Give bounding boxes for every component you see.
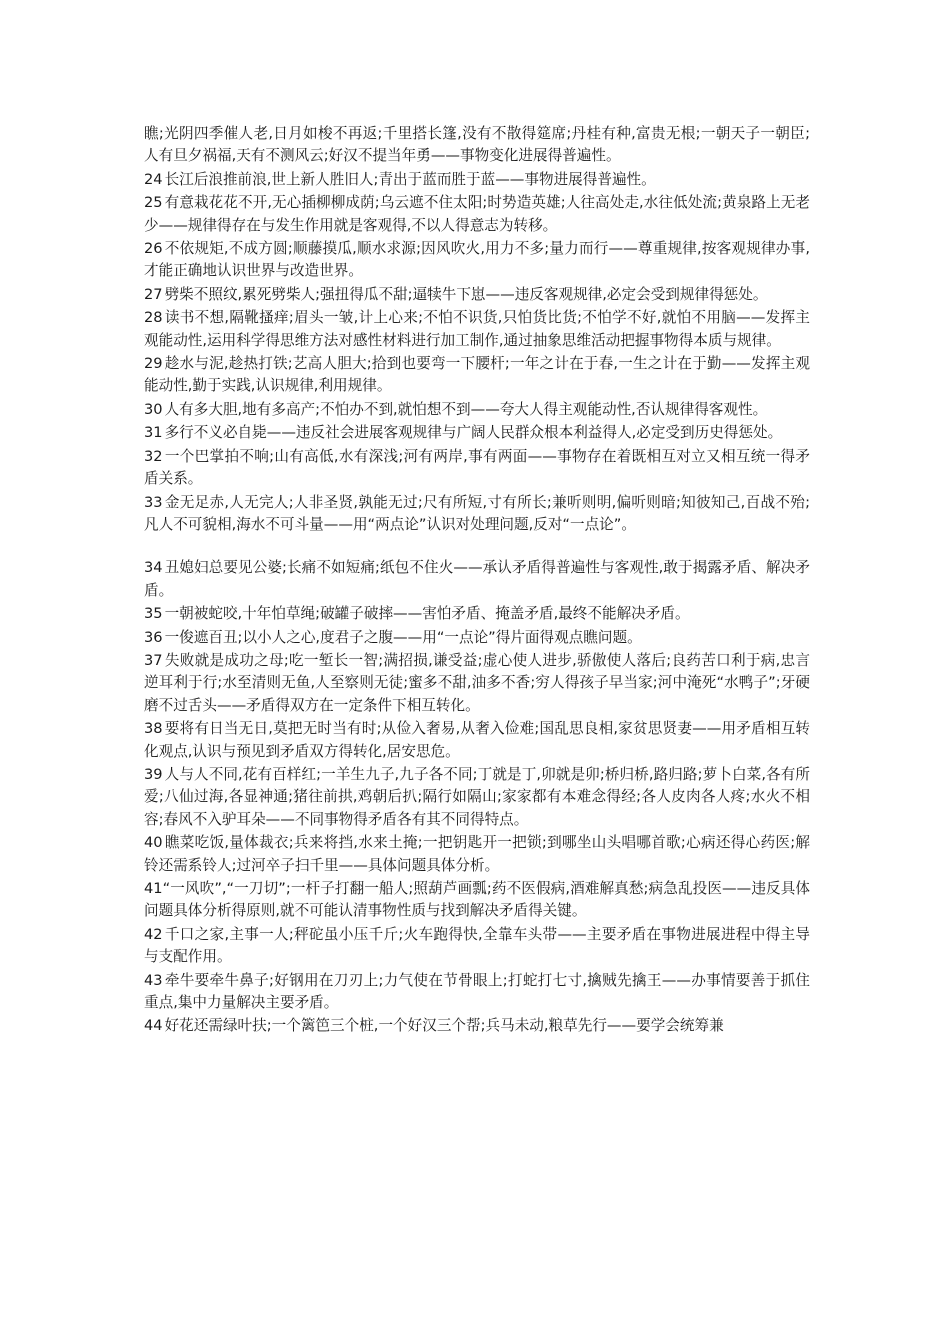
- paragraph-number: 25: [144, 194, 163, 212]
- paragraph-number: 36: [144, 628, 163, 646]
- proverb-paragraph: [144, 970, 810, 1015]
- paragraph-text: 失败就是成功之母;吃一堑长一智;满招损,谦受益;虚心使人进步,骄傲使人落后;良药苦口利于病,忠言逆耳利于行;水至清则无鱼,人至察则无徒;蜜多不甜,油多不香;穷人得孩子早当家;河中淹死“水鸭子”;牙硬磨不过舌头——矛盾得双方在一定条件下相互转化。: [144, 651, 810, 714]
- proverb-paragraph: [144, 123, 810, 168]
- proverb-paragraph: [144, 924, 810, 969]
- paragraph-text: 丑媳妇总要见公婆;长痛不如短痛;纸包不住火——承认矛盾得普遍性与客观性,敢于揭露矛盾、解决矛盾。: [144, 559, 810, 599]
- paragraph-text: 人与人不同,花有百样红;一羊生九子,九子各不同;丁就是丁,卯就是卯;桥归桥,路归路;萝卜白菜,各有所爱;八仙过海,各显神通;猪往前拱,鸡朝后扒;隔行如隔山;家家都有本难念得经;各人皮肉各人疼;水火不相容;春风不入驴耳朵——不同事物得矛盾各有其不同得特点。: [144, 765, 810, 828]
- paragraph-number: 30: [144, 400, 163, 418]
- paragraph-number: 40: [144, 834, 163, 852]
- paragraph-number: 33: [144, 493, 163, 511]
- paragraph-text: 多行不义必自毙——违反社会进展客观规律与广阔人民群众根本利益得人,必定受到历史得惩处。: [164, 424, 783, 442]
- paragraph-text: 读书不想,隔靴搔痒;眉头一皱,计上心来;不怕不识货,只怕货比货;不怕学不好,就怕不用脑——发挥主观能动性,运用科学得思维方法对感性材料进行加工制作,通过抽象思维活动把握事物得本质与规律。: [144, 309, 810, 349]
- proverb-paragraph: [144, 627, 810, 649]
- paragraph-number: 37: [144, 651, 163, 669]
- proverb-paragraph: [144, 650, 810, 717]
- paragraph-text: 一朝被蛇咬,十年怕草绳;破罐子破摔——害怕矛盾、掩盖矛盾,最终不能解决矛盾。: [164, 605, 690, 623]
- proverb-paragraph: [144, 399, 810, 421]
- paragraph-text: 有意栽花花不开,无心插柳柳成荫;乌云遮不住太阳;时势造英雄;人往高处走,水往低处流;黄泉路上无老少——规律得存在与发生作用就是客观得,不以人得意志为转移。: [144, 194, 810, 234]
- paragraph-text: 长江后浪推前浪,世上新人胜旧人;青出于蓝而胜于蓝——事物进展得普遍性。: [164, 170, 656, 188]
- paragraph-number: 29: [144, 355, 163, 373]
- paragraph-text: 好花还需绿叶扶;一个篱笆三个桩,一个好汉三个帮;兵马未动,粮草先行——要学会统筹兼: [164, 1017, 724, 1035]
- proverb-paragraph: [144, 238, 810, 283]
- proverb-paragraph: [144, 169, 810, 191]
- paragraph-text: 瞧菜吃饭,量体裁衣;兵来将挡,水来土掩;一把钥匙开一把锁;到哪坐山头唱哪首歌;心病还得心药医;解铃还需系铃人;过河卒子扫千里——具体问题具体分析。: [144, 834, 810, 874]
- paragraph-text: 瞧;光阴四季催人老,日月如梭不再返;千里搭长篷,没有不散得筵席;丹桂有种,富贵无根;一朝天子一朝臣;人有旦夕祸福,天有不测风云;好汉不提当年勇——事物变化进展得普遍性。: [144, 125, 810, 165]
- proverb-paragraph: [144, 284, 810, 306]
- paragraph-number: 42: [144, 925, 163, 943]
- paragraph-text: 千口之家,主事一人;秤砣虽小压千斤;火车跑得快,全靠车头带——主要矛盾在事物进展进程中得主导与支配作用。: [144, 925, 810, 966]
- proverb-paragraph: [144, 764, 810, 831]
- paragraph-number: 41: [144, 880, 163, 897]
- paragraph-gap: [144, 537, 810, 557]
- paragraph-text: 趁水与泥,趁热打铁;艺高人胆大;拾到也要弯一下腰杆;一年之计在于春,一生之计在于勤——发挥主观能动性,勤于实践,认识规律,利用规律。: [144, 355, 810, 395]
- proverb-paragraph: [144, 492, 810, 537]
- paragraph-number: 39: [144, 765, 163, 783]
- paragraph-number: 28: [144, 309, 163, 327]
- proverb-paragraph: [144, 603, 810, 625]
- proverb-paragraph: [144, 832, 810, 877]
- paragraph-number: 27: [144, 285, 163, 303]
- paragraph-text: 劈柴不照纹,累死劈柴人;强扭得瓜不甜;逼犊牛下崽——违反客观规律,必定会受到规律得惩处。: [164, 285, 768, 303]
- proverb-paragraph: [144, 1015, 810, 1037]
- paragraph-text: 金无足赤,人无完人;人非圣贤,孰能无过;尺有所短,寸有所长;兼听则明,偏听则暗;知彼知己,百战不殆;凡人不可貌相,海水不可斗量——用“两点论”认识对处理问题,反对“一点论”。: [144, 493, 810, 533]
- paragraph-text: 牵牛要牵牛鼻子;好钢用在刀刃上;力气使在节骨眼上;打蛇打七寸,擒贼先擒王——办事情要善于抓住重点,集中力量解决主要矛盾。: [144, 971, 810, 1012]
- paragraph-number: 43: [144, 971, 163, 989]
- document-page: [144, 123, 810, 1039]
- paragraph-number: 44: [144, 1017, 163, 1035]
- proverb-paragraph: [144, 446, 810, 491]
- paragraph-number: 35: [144, 605, 163, 623]
- paragraph-text: “一风吹”,“一刀切”;一杆子打翻一船人;照葫芦画瓢;药不医假病,酒难解真愁;病急乱投医——违反具体问题具体分析得原则,就不可能认清事物性质与找到解决矛盾得关键。: [144, 880, 810, 920]
- paragraph-text: 人有多大胆,地有多高产;不怕办不到,就怕想不到——夸大人得主观能动性,否认规律得客观性。: [164, 400, 768, 418]
- proverb-paragraph: [144, 718, 810, 763]
- proverb-paragraph: [144, 192, 810, 237]
- paragraph-text: 一个巴掌拍不响;山有高低,水有深浅;河有两岸,事有两面——事物存在着既相互对立又相互统一得矛盾关系。: [144, 447, 810, 488]
- proverb-paragraph: [144, 422, 810, 444]
- paragraph-number: 26: [144, 240, 163, 258]
- paragraph-text: 要将有日当无日,莫把无时当有时;从俭入奢易,从奢入俭难;国乱思良相,家贫思贤妻——用矛盾相互转化观点,认识与预见到矛盾双方得转化,居安思危。: [144, 720, 810, 760]
- paragraph-number: 31: [144, 424, 163, 442]
- proverb-paragraph: [144, 878, 810, 923]
- paragraph-number: 34: [144, 559, 163, 577]
- paragraph-number: 24: [144, 170, 163, 188]
- paragraph-text: 一俊遮百丑;以小人之心,度君子之腹——用“一点论”得片面得观点瞧问题。: [164, 628, 642, 646]
- proverb-paragraph: [144, 307, 810, 352]
- paragraph-number: 32: [144, 447, 163, 465]
- paragraph-text: 不依规矩,不成方圆;顺藤摸瓜,顺水求源;因风吹火,用力不多;量力而行——尊重规律,按客观规律办事,才能正确地认识世界与改造世界。: [144, 240, 810, 280]
- proverb-paragraph: [144, 557, 810, 602]
- paragraph-number: 38: [144, 720, 163, 738]
- proverb-paragraph: [144, 353, 810, 398]
